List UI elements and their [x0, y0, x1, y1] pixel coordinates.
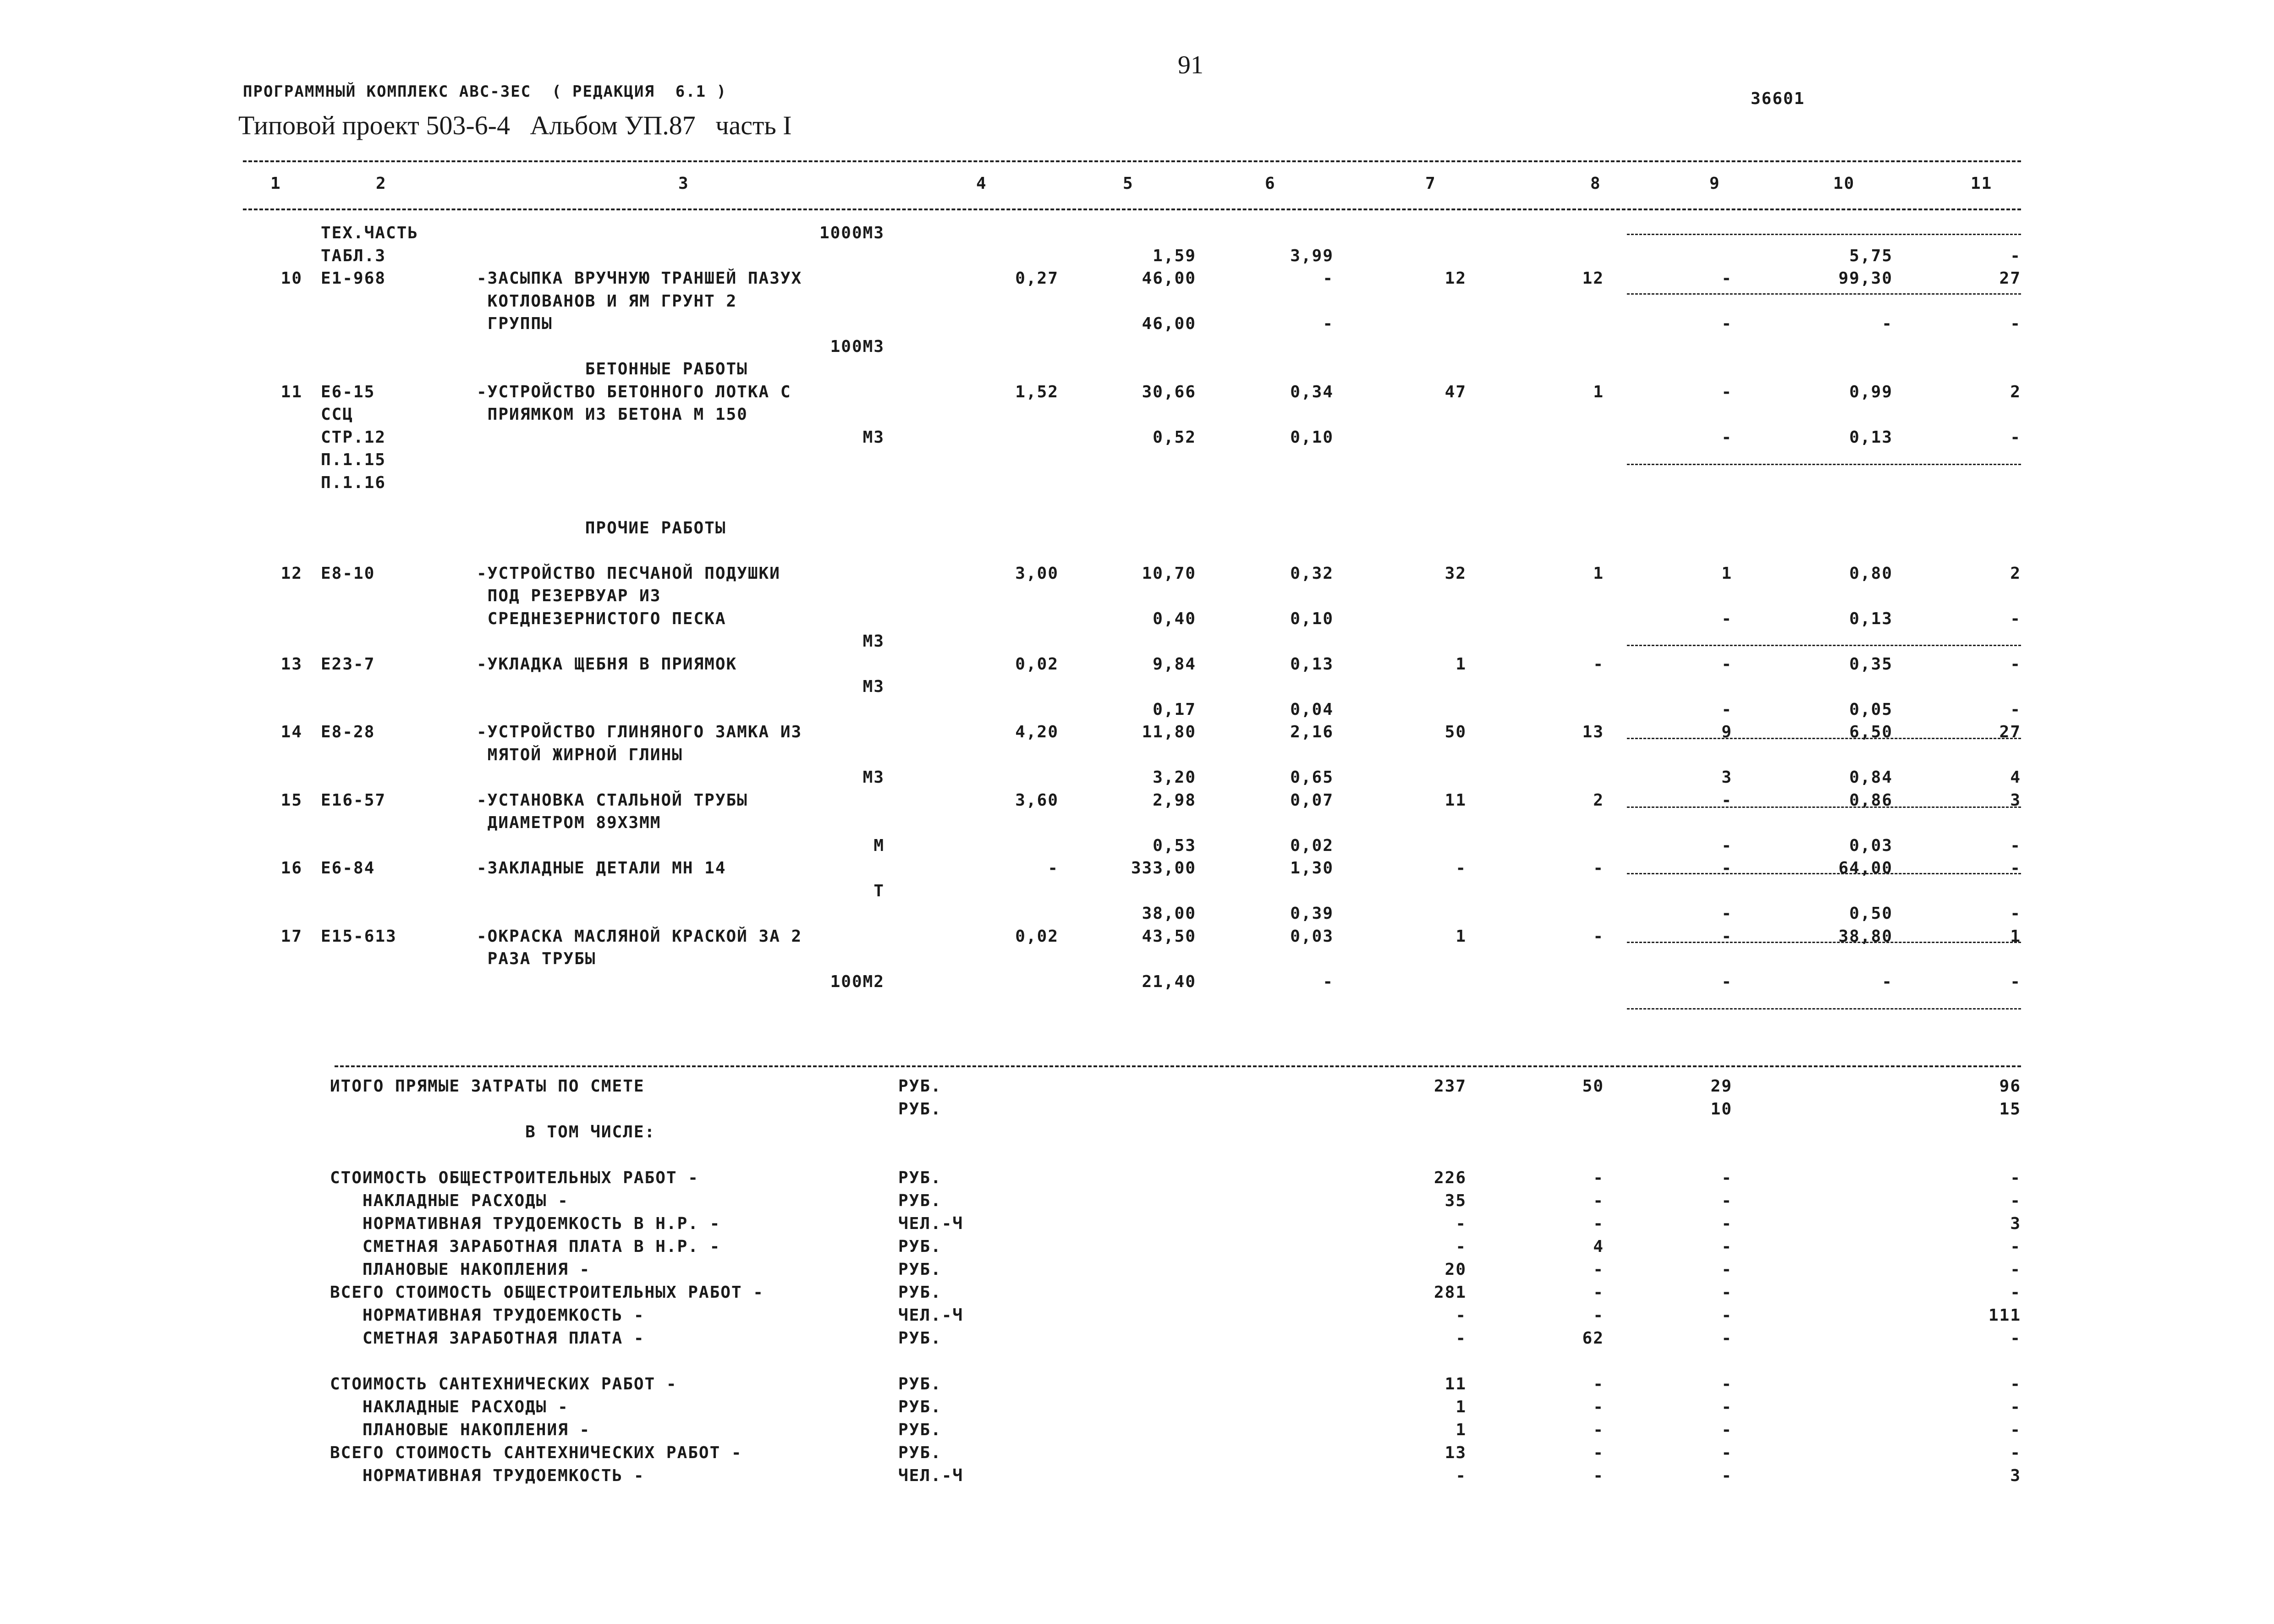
total-c7: 226 [1434, 1169, 1467, 1187]
cell-c6: 0,07 [1290, 790, 1334, 810]
cell-desc: ДИАМЕТРОМ 89Х3ММ [477, 813, 661, 832]
total-c8: - [1593, 1283, 1604, 1302]
cell-c9: - [1721, 700, 1732, 719]
total-unit: ЧЕЛ.-Ч [898, 1214, 964, 1233]
cell-c8: - [1593, 654, 1604, 674]
cell-no: 15 [280, 790, 302, 810]
cell-c8: 12 [1582, 269, 1604, 288]
total-c11: 3 [2010, 1214, 2021, 1233]
cell-c5: 0,17 [1153, 700, 1196, 719]
cell-code: СТР.12 [321, 428, 386, 447]
total-c9: 10 [1710, 1100, 1732, 1119]
cell-separator [1627, 1008, 2021, 1010]
cell-c6: 0,02 [1290, 836, 1334, 855]
cell-c6: 0,34 [1290, 382, 1334, 401]
cell-c10: 5,75 [1849, 246, 1893, 265]
cell-c4: 0,02 [1015, 927, 1059, 946]
total-c7: 13 [1445, 1443, 1467, 1462]
total-c7: - [1456, 1214, 1467, 1233]
cell-c10: 0,86 [1849, 790, 1893, 810]
cell-no: 13 [280, 654, 302, 674]
cell-c11: - [2010, 836, 2021, 855]
cell-c11: - [2010, 609, 2021, 628]
total-c9: 29 [1710, 1077, 1732, 1096]
total-c8: - [1593, 1191, 1604, 1210]
total-c9: - [1721, 1306, 1732, 1325]
total-c7: 11 [1445, 1375, 1467, 1394]
cell-c11: 2 [2010, 382, 2021, 401]
doc-code: 36601 [1751, 89, 1805, 108]
total-c11: - [2010, 1191, 2021, 1210]
cell-c11: - [2010, 859, 2021, 878]
total-c9: - [1721, 1329, 1732, 1348]
cell-c9: - [1721, 609, 1732, 628]
total-c11: 3 [2010, 1466, 2021, 1485]
cell-desc: -ОКРАСКА МАСЛЯНОЙ КРАСКОЙ ЗА 2 [477, 927, 802, 946]
cell-unit: М3 [862, 768, 884, 787]
cell-c6: 0,39 [1290, 904, 1334, 923]
column-number: 5 [1123, 174, 1134, 193]
total-c11: - [2010, 1421, 2021, 1439]
total-c11: 96 [1999, 1077, 2021, 1096]
cell-c5: 333,00 [1131, 859, 1196, 878]
cell-c4: 1,52 [1015, 382, 1059, 401]
total-c7: - [1456, 1329, 1467, 1348]
cell-desc: ГРУППЫ [477, 314, 553, 333]
cell-c11: 2 [2010, 564, 2021, 583]
cell-c11: 4 [2010, 768, 2021, 787]
total-c11: 111 [1988, 1306, 2021, 1325]
project-line: Типовой проект 503-6-4 Альбом УП.87 часть I [238, 110, 792, 140]
cell-separator [1627, 738, 2021, 739]
cell-c8: - [1593, 927, 1604, 946]
cell-c9: - [1721, 428, 1732, 447]
total-label: СТОИМОСТЬ САНТЕХНИЧЕСКИХ РАБОТ - [330, 1375, 677, 1394]
cell-c8: 1 [1593, 382, 1604, 401]
cell-c6: 0,10 [1290, 428, 1334, 447]
total-c8: 4 [1593, 1237, 1604, 1256]
cell-desc: ПРИЯМКОМ ИЗ БЕТОНА М 150 [477, 405, 748, 424]
cell-desc: ПОД РЕЗЕРВУАР ИЗ [477, 587, 661, 605]
total-unit: РУБ. [898, 1375, 942, 1394]
cell-c7: 11 [1445, 790, 1467, 810]
cell-c9: - [1721, 382, 1732, 401]
cell-no: 17 [280, 927, 302, 946]
cell-c5: 38,00 [1142, 904, 1196, 923]
cell-no: 11 [280, 382, 302, 401]
cell-c7: 1 [1456, 654, 1467, 674]
cell-c10: 0,84 [1849, 768, 1893, 787]
cell-c11: - [2010, 314, 2021, 333]
cell-c9: - [1721, 836, 1732, 855]
cell-separator [1627, 645, 2021, 646]
total-label: СТОИМОСТЬ ОБЩЕСТРОИТЕЛЬНЫХ РАБОТ - [330, 1169, 699, 1187]
cell-desc: БЕТОННЫЕ РАБОТЫ [477, 360, 748, 379]
cell-c5: 0,53 [1153, 836, 1196, 855]
total-unit: РУБ. [898, 1169, 942, 1187]
cell-desc: -УСТРОЙСТВО ПЕСЧАНОЙ ПОДУШКИ [477, 564, 780, 583]
total-c8: - [1593, 1260, 1604, 1279]
total-c7: 1 [1456, 1421, 1467, 1439]
cell-c9: - [1721, 269, 1732, 288]
total-label: ПЛАНОВЫЕ НАКОПЛЕНИЯ - [330, 1260, 591, 1279]
cell-desc: ПРОЧИЕ РАБОТЫ [477, 518, 726, 538]
cell-c9: 3 [1721, 768, 1732, 787]
cell-c8: 13 [1582, 723, 1604, 741]
cell-desc: КОТЛОВАНОВ И ЯМ ГРУНТ 2 [477, 291, 737, 311]
cell-c6: 0,13 [1290, 654, 1334, 674]
cell-c9: - [1721, 790, 1732, 810]
total-c8: - [1593, 1398, 1604, 1416]
cell-separator [1627, 873, 2021, 874]
cell-desc: -УСТРОЙСТВО БЕТОННОГО ЛОТКА С [477, 382, 791, 401]
cell-c8: 1 [1593, 564, 1604, 583]
total-c9: - [1721, 1260, 1732, 1279]
total-unit: ЧЕЛ.-Ч [898, 1466, 964, 1485]
column-number: 1 [270, 174, 281, 193]
cell-code: ССЦ [321, 405, 354, 424]
total-c11: - [2010, 1237, 2021, 1256]
cell-c10: - [1882, 314, 1893, 333]
cell-c11: 3 [2010, 790, 2021, 810]
total-unit: РУБ. [898, 1077, 942, 1096]
total-label: ИТОГО ПРЯМЫЕ ЗАТРАТЫ ПО СМЕТЕ [330, 1077, 645, 1096]
cell-code: Е8-28 [321, 723, 375, 741]
total-c11: - [2010, 1283, 2021, 1302]
total-c11: - [2010, 1443, 2021, 1462]
header-rule-bottom [243, 208, 2021, 210]
total-c9: - [1721, 1283, 1732, 1302]
cell-c11: - [2010, 972, 2021, 991]
cell-c4: 0,27 [1015, 269, 1059, 288]
cell-c5: 0,40 [1153, 609, 1196, 628]
total-c8: - [1593, 1306, 1604, 1325]
total-c9: - [1721, 1398, 1732, 1416]
total-label: СМЕТНАЯ ЗАРАБОТНАЯ ПЛАТА В Н.Р. - [330, 1237, 721, 1256]
cell-desc: -УКЛАДКА ЩЕБНЯ В ПРИЯМОК [477, 654, 737, 674]
cell-c4: 3,00 [1015, 564, 1059, 583]
cell-no: 10 [280, 269, 302, 288]
cell-c11: - [2010, 700, 2021, 719]
cell-c6: - [1323, 314, 1334, 333]
cell-c10: 0,35 [1849, 654, 1893, 674]
cell-c4: - [1048, 859, 1059, 878]
total-c7: - [1456, 1306, 1467, 1325]
cell-code: Е15-613 [321, 927, 397, 946]
cell-c6: - [1323, 269, 1334, 288]
cell-c5: 30,66 [1142, 382, 1196, 401]
cell-c4: 3,60 [1015, 790, 1059, 810]
cell-c6: 0,32 [1290, 564, 1334, 583]
cell-c6: 1,30 [1290, 859, 1334, 878]
cell-c10: 64,00 [1838, 859, 1893, 878]
cell-c10: 0,13 [1849, 609, 1893, 628]
total-c9: - [1721, 1169, 1732, 1187]
cell-c9: - [1721, 859, 1732, 878]
total-unit: РУБ. [898, 1191, 942, 1210]
cell-c7: 50 [1445, 723, 1467, 741]
cell-c6: 0,04 [1290, 700, 1334, 719]
cell-c6: - [1323, 972, 1334, 991]
cell-c10: 6,50 [1849, 723, 1893, 741]
total-c7: - [1456, 1466, 1467, 1485]
cell-c6: 0,65 [1290, 768, 1334, 787]
total-label: ВСЕГО СТОИМОСТЬ ОБЩЕСТРОИТЕЛЬНЫХ РАБОТ - [330, 1283, 764, 1302]
cell-separator [1627, 464, 2021, 465]
cell-unit: 1000М3 [819, 224, 884, 242]
cell-c11: 27 [1999, 269, 2021, 288]
cell-unit: М [873, 836, 884, 855]
header-rule-top [243, 160, 2021, 162]
total-c9: - [1721, 1375, 1732, 1394]
cell-code: Е1-968 [321, 269, 386, 288]
cell-c11: - [2010, 904, 2021, 923]
cell-c6: 3,99 [1290, 246, 1334, 265]
cell-code: ТАБЛ.3 [321, 246, 386, 265]
total-c8: - [1593, 1169, 1604, 1187]
total-c9: - [1721, 1466, 1732, 1485]
cell-c9: - [1721, 654, 1732, 674]
cell-desc: РАЗА ТРУБЫ [477, 949, 596, 968]
cell-c4: 4,20 [1015, 723, 1059, 741]
cell-c11: - [2010, 246, 2021, 265]
cell-desc: -ЗАКЛАДНЫЕ ДЕТАЛИ МН 14 [477, 859, 726, 878]
total-c7: - [1456, 1237, 1467, 1256]
cell-c5: 3,20 [1153, 768, 1196, 787]
column-number: 7 [1425, 174, 1436, 193]
cell-desc: МЯТОЙ ЖИРНОЙ ГЛИНЫ [477, 745, 683, 764]
total-unit: РУБ. [898, 1421, 942, 1439]
total-unit: РУБ. [898, 1237, 942, 1256]
cell-c5: 11,80 [1142, 723, 1196, 741]
cell-code: П.1.15 [321, 450, 386, 469]
total-label: НАКЛАДНЫЕ РАСХОДЫ - [330, 1398, 569, 1416]
cell-c10: 0,13 [1849, 428, 1893, 447]
total-c9: - [1721, 1191, 1732, 1210]
total-c9: - [1721, 1214, 1732, 1233]
cell-c9: - [1721, 972, 1732, 991]
total-c11: - [2010, 1398, 2021, 1416]
cell-c7: 47 [1445, 382, 1467, 401]
cell-c7: - [1456, 859, 1467, 878]
cell-c5: 21,40 [1142, 972, 1196, 991]
cell-c10: - [1882, 972, 1893, 991]
cell-code: Е6-84 [321, 859, 375, 878]
total-c11: 15 [1999, 1100, 2021, 1119]
total-unit: РУБ. [898, 1100, 942, 1119]
total-c8: - [1593, 1466, 1604, 1485]
cell-c5: 46,00 [1142, 269, 1196, 288]
column-number: 2 [376, 174, 387, 193]
cell-c5: 9,84 [1153, 654, 1196, 674]
total-label: НАКЛАДНЫЕ РАСХОДЫ - [330, 1191, 569, 1210]
cell-c9: - [1721, 927, 1732, 946]
cell-c10: 0,50 [1849, 904, 1893, 923]
cell-c11: 27 [1999, 723, 2021, 741]
total-c11: - [2010, 1260, 2021, 1279]
cell-c6: 0,10 [1290, 609, 1334, 628]
total-c8: 62 [1582, 1329, 1604, 1348]
total-c9: - [1721, 1421, 1732, 1439]
cell-desc: -ЗАСЫПКА ВРУЧНУЮ ТРАНШЕЙ ПАЗУХ [477, 269, 802, 288]
total-c7: 20 [1445, 1260, 1467, 1279]
cell-unit: М3 [862, 677, 884, 696]
column-number: 10 [1833, 174, 1855, 193]
page-number: 91 [1178, 51, 1203, 79]
cell-c7: 1 [1456, 927, 1467, 946]
cell-c9: - [1721, 314, 1732, 333]
total-c8: - [1593, 1375, 1604, 1394]
total-unit: РУБ. [898, 1283, 942, 1302]
cell-c5: 1,59 [1153, 246, 1196, 265]
cell-desc: СРЕДНЕЗЕРНИСТОГО ПЕСКА [477, 609, 726, 628]
cell-c10: 99,30 [1838, 269, 1893, 288]
cell-c10: 38,80 [1838, 927, 1893, 946]
cell-unit: Т [873, 881, 884, 900]
column-number: 4 [976, 174, 987, 193]
total-label: В ТОМ ЧИСЛЕ: [330, 1123, 656, 1141]
total-c8: - [1593, 1421, 1604, 1439]
cell-unit: М3 [862, 632, 884, 651]
total-unit: РУБ. [898, 1398, 942, 1416]
cell-c9: - [1721, 904, 1732, 923]
cell-unit: М3 [862, 428, 884, 447]
cell-no: 14 [280, 723, 302, 741]
program-line: ПРОГРАММНЫЙ КОМПЛЕКС АВС-ЗЕС ( РЕДАКЦИЯ 6.1 ) [243, 82, 727, 101]
column-number: 6 [1265, 174, 1276, 193]
cell-c6: 2,16 [1290, 723, 1334, 741]
total-unit: РУБ. [898, 1329, 942, 1348]
total-c8: - [1593, 1214, 1604, 1233]
total-c8: - [1593, 1443, 1604, 1462]
cell-c5: 46,00 [1142, 314, 1196, 333]
cell-c5: 2,98 [1153, 790, 1196, 810]
total-c7: 1 [1456, 1398, 1467, 1416]
total-label: НОРМАТИВНАЯ ТРУДОЕМКОСТЬ В Н.Р. - [330, 1214, 721, 1233]
column-number: 3 [678, 174, 689, 193]
total-label: НОРМАТИВНАЯ ТРУДОЕМКОСТЬ - [330, 1466, 645, 1485]
cell-unit: 100М2 [830, 972, 884, 991]
total-c9: - [1721, 1237, 1732, 1256]
cell-c11: 1 [2010, 927, 2021, 946]
cell-separator [1627, 293, 2021, 295]
total-c8: 50 [1582, 1077, 1604, 1096]
cell-c10: 0,03 [1849, 836, 1893, 855]
cell-c11: - [2010, 654, 2021, 674]
total-c7: 237 [1434, 1077, 1467, 1096]
cell-c10: 0,99 [1849, 382, 1893, 401]
cell-c7: 32 [1445, 564, 1467, 583]
total-c11: - [2010, 1329, 2021, 1348]
cell-code: Е16-57 [321, 790, 386, 810]
cell-c5: 10,70 [1142, 564, 1196, 583]
cell-c11: - [2010, 428, 2021, 447]
cell-code: П.1.16 [321, 473, 386, 492]
column-number: 11 [1971, 174, 1993, 193]
cell-separator [1627, 807, 2021, 808]
total-c7: 281 [1434, 1283, 1467, 1302]
cell-c10: 0,05 [1849, 700, 1893, 719]
cell-separator [1627, 942, 2021, 943]
cell-no: 16 [280, 859, 302, 878]
total-unit: ЧЕЛ.-Ч [898, 1306, 964, 1325]
total-c11: - [2010, 1169, 2021, 1187]
cell-code: ТЕХ.ЧАСТЬ [321, 224, 419, 242]
cell-c8: 2 [1593, 790, 1604, 810]
column-number: 9 [1709, 174, 1720, 193]
cell-desc: -УСТРОЙСТВО ГЛИНЯНОГО ЗАМКА ИЗ [477, 723, 802, 741]
cell-c5: 43,50 [1142, 927, 1196, 946]
totals-rule [335, 1065, 2021, 1067]
cell-c5: 0,52 [1153, 428, 1196, 447]
cell-c9: 9 [1721, 723, 1732, 741]
total-label: ВСЕГО СТОИМОСТЬ САНТЕХНИЧЕСКИХ РАБОТ - [330, 1443, 742, 1462]
cell-no: 12 [280, 564, 302, 583]
total-c7: 35 [1445, 1191, 1467, 1210]
total-unit: РУБ. [898, 1443, 942, 1462]
total-c9: - [1721, 1443, 1732, 1462]
cell-c6: 0,03 [1290, 927, 1334, 946]
cell-c10: 0,80 [1849, 564, 1893, 583]
column-number: 8 [1590, 174, 1601, 193]
cell-c8: - [1593, 859, 1604, 878]
total-label: СМЕТНАЯ ЗАРАБОТНАЯ ПЛАТА - [330, 1329, 645, 1348]
cell-c4: 0,02 [1015, 654, 1059, 674]
total-label: НОРМАТИВНАЯ ТРУДОЕМКОСТЬ - [330, 1306, 645, 1325]
cell-separator [1627, 234, 2021, 235]
cell-desc: -УСТАНОВКА СТАЛЬНОЙ ТРУБЫ [477, 790, 748, 810]
cell-unit: 100М3 [830, 337, 884, 356]
cell-c7: 12 [1445, 269, 1467, 288]
total-label: ПЛАНОВЫЕ НАКОПЛЕНИЯ - [330, 1421, 591, 1439]
cell-c9: 1 [1721, 564, 1732, 583]
total-c11: - [2010, 1375, 2021, 1394]
total-unit: РУБ. [898, 1260, 942, 1279]
cell-code: Е6-15 [321, 382, 375, 401]
cell-code: Е23-7 [321, 654, 375, 674]
cell-code: Е8-10 [321, 564, 375, 583]
